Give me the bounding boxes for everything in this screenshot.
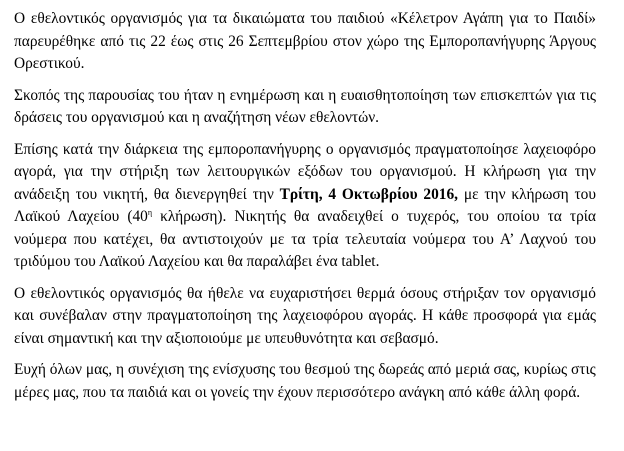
paragraph-wish: Ευχή όλων μας, η συνέχιση της ενίσχυσης του θεσμού της δωρεάς από μεριά σας, κυρίως στις μέρες μας, που τα παιδιά και οι γονείς την έχουν περισσότερο ανάγκη από κάθε άλλη φορά. [14, 361, 596, 401]
lottery-text-part2: με την κλήρωση του Λαϊκού Λαχείου (40 [14, 185, 596, 225]
lottery-text-part1: Επίσης κατά την διάρκεια της εμποροπανήγυρης ο οργανισμός πραγματοποίησε λαχειοφόρο αγορά, για την στήριξη των λειτουργικών εξόδων του οργανισμού. Η κλήρωση για την ανάδειξη του νικητή, θα διενεργηθεί την [14, 140, 596, 203]
paragraph-intro: Ο εθελοντικός οργανισμός για τα δικαιώματα του παιδιού «Κέλετρον Αγάπη για το Παιδί» παρευρέθηκε από τις 22 έως στις 26 Σεπτεμβρίου στον χώρο της Εμποροπανήγυρης Άργους Ορεστικού. [14, 10, 596, 72]
ordinal-superscript: η [147, 208, 153, 217]
paragraph-lottery [14, 139, 596, 274]
paragraph-thanks: Ο εθελοντικός οργανισμός θα ήθελε να ευχαριστήσει θερμά όσους στήριξαν τον οργανισμό και συνέβαλαν στην πραγματοποίηση της λαχειοφόρου αγοράς. Η κάθε προσφορά για εμάς είναι σημαντική και την αξιοποιούμε με υπευθυνότητα και σεβασμό. [14, 284, 596, 347]
lottery-text-part3: κλήρωση). Νικητής θα αναδειχθεί ο τυχερός, του οποίου τα τρία νούμερα που κατέχει, θα αντιστοιχούν με τα τρία τελευταία νούμερα του Α’ Λαχνού του τριδύμου του Λαϊκού Λαχείου και θα παραλάβει ένα tablet. [14, 208, 596, 270]
paragraph-purpose: Σκοπός της παρουσίας του ήταν η ενημέρωση και η ευαισθητοποίηση των επισκεπτών για τις δράσεις του οργανισμού και η αναζήτηση νέων εθελοντών. [14, 86, 596, 126]
draw-date: Τρίτη, 4 Οκτωβρίου 2016, [279, 185, 459, 203]
document-body [14, 8, 596, 413]
